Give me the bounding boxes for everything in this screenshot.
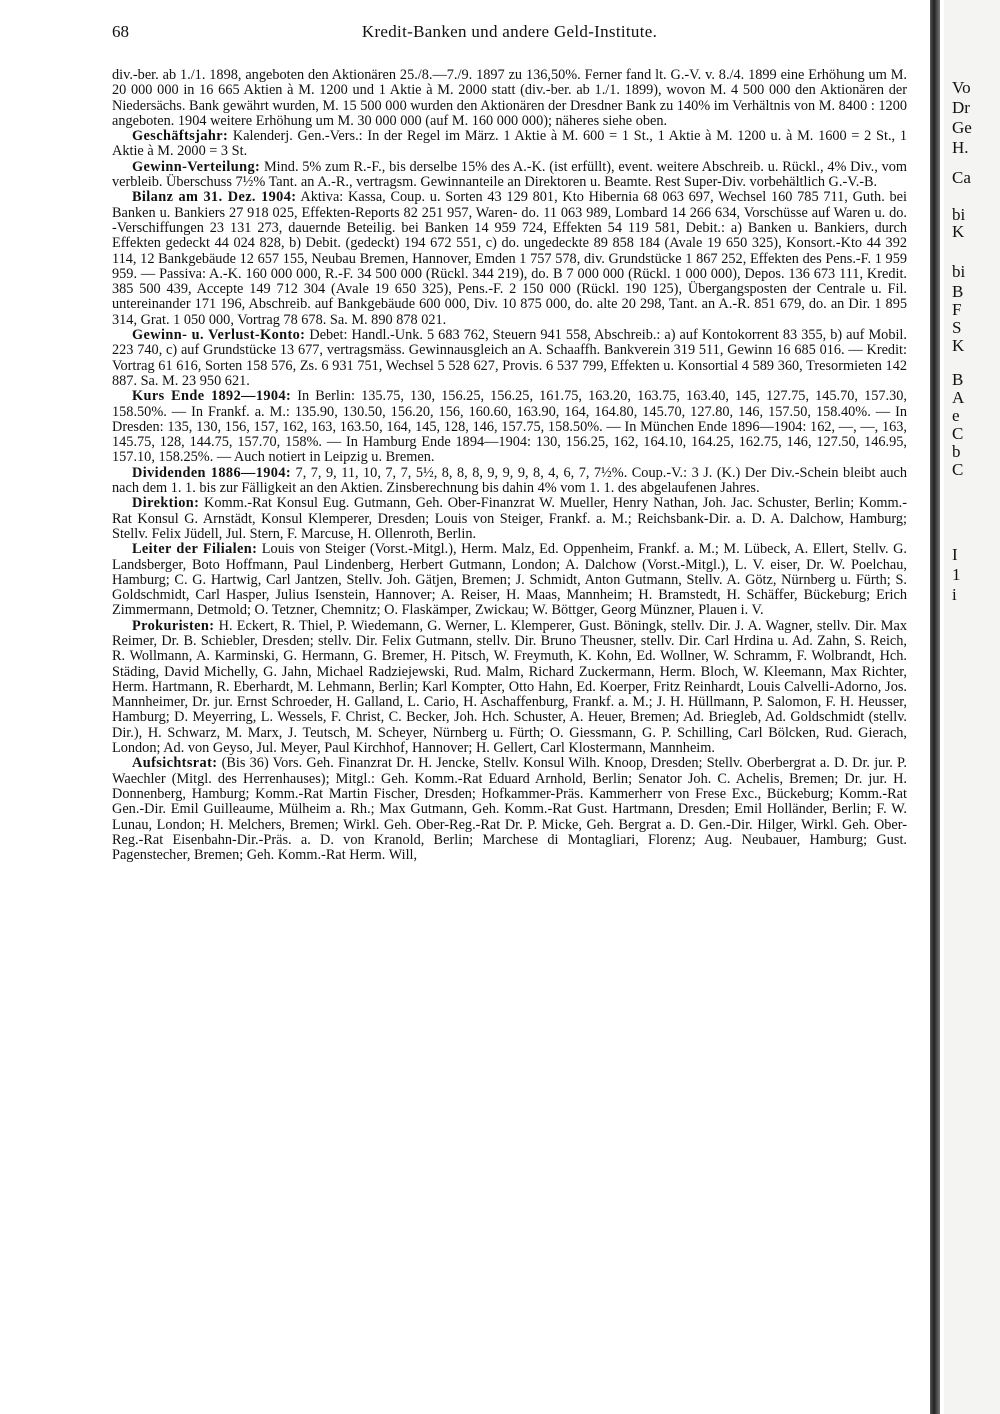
paragraph-label: Dividenden 1886—1904: <box>132 464 292 481</box>
edge-fragment: Vo <box>952 78 971 97</box>
paragraph-balance-sheet <box>112 190 907 328</box>
edge-fragment: B <box>952 370 964 389</box>
page-header <box>112 22 907 46</box>
edge-fragment: F <box>952 300 962 319</box>
paragraph-label: Aufsichtsrat: <box>132 755 218 772</box>
edge-fragment: C <box>952 460 964 479</box>
book-gutter <box>930 0 940 1414</box>
edge-fragment: bi <box>952 205 966 224</box>
paragraph-fiscal-year <box>112 129 907 160</box>
edge-fragment: Dr <box>952 98 970 117</box>
paragraph-profit-loss <box>112 328 907 389</box>
edge-fragment: 1 <box>952 565 961 584</box>
paragraph-branch-managers <box>112 542 907 618</box>
paragraph-label: Leiter der Filialen: <box>132 541 258 558</box>
paragraph-authorized-signatories <box>112 619 907 757</box>
paragraph-text: Aktiva: Kassa, Coup. u. Sorten 43 129 801, Kto Hibernia 68 063 697, Wechsel 160 785 711, Guth. bei Banken u. Bankiers 27 918 025, Effekten-Reports 82 251 957, Waren- do. 11 063 989, Lombard 14 266 634, Vorschüsse auf Waren u. do. -Verschiffungen 23 131 273, dauernde Beteilig. bei Banken 14 959 724, Effekten 54 119 581, Debit.: a) Banken u. Bankiers, durch Effekten gedeckt 44 024 828, b) Debit. (gedeckt) 194 672 551, c) do. ungedeckte 89 858 184 (Avale 19 650 325), Konsort.-Kto 44 392 114, 12 Bankgebäude 12 657 155, Neubau Bremen, Hannover, Emden 1 757 578, div. Grundstücke 1 867 252, Effekten des Pens.-F. 1 959 959. — Passiva: A.-K. 160 000 000, R.-F. 34 500 000 (Rückl. 344 219), do. B 7 000 000 (Rückl. 1 000 000), Depos. 136 673 111, Kredit. 385 500 439, Accepte 149 712 304 (Avale 19 650 325), Pens.-F. 2 150 000 (Rückl. 190 125), Übergangsposten der Centrale u. Fil. untereinander 171 196, Abschreib. auf Bankgebäude 600 000, Div. 10 875 000, do. alte 20 298, Tant. an A.-R. 851 679, do. an Dir. 1 895 314, Grat. 1 050 000, Vortrag 78 678. Sa. M. 890 878 021. <box>112 189 907 328</box>
edge-fragment: H. <box>952 138 969 157</box>
edge-fragment: K <box>952 336 965 355</box>
paragraph-label: Prokuristen: <box>132 617 215 634</box>
paragraph-label: Kurs Ende 1892—1904: <box>132 388 292 405</box>
paragraph-text: Louis von Steiger (Vorst.-Mitgl.), Herm. Malz, Ed. Oppenheim, Frankf. a. M.; M. Lübeck, A. Ellert, Stellv. G. Landsberger, Boto Hoffmann, Paul Lindenberg, Herbert Gutmann, London; A. Dalchow (Vorst.-Mitgl.), L. V. eiser, Dr. W. Poelchau, Hamburg; C. G. Hartwig, Carl Jantzen, Stellv. Joh. Gätjen, Bremen; J. Schmidt, Anton Gutmann, Stellv. A. Götz, Nürnberg u. Fürth; S. Goldschmidt, Carl Hasper, Julius Isenstein, Hannover; A. Reiser, H. Maas, Mannheim; H. Bramstedt, H. Schäffer, Bückeburg; Erich Zimmermann, Detmold; O. Tetzner, Chemnitz; O. Flaskämper, Zwickau; W. Böttger, Georg Münzner, Plauen i. V. <box>112 541 907 619</box>
paragraph-text: Komm.-Rat Konsul Eug. Gutmann, Geh. Ober-Finanzrat W. Mueller, Henry Nathan, Joh. Jac. Schuster, Berlin; Komm.-Rat Konsul G. Arnstädt, Konsul Klemperer, Dresden; Louis von Steiger, Frankf. a. M.; Reichsbank-Dir. a. D. A. Dalchow, Hamburg; Stellv. Felix Jüdell, Jul. Stern, F. Marcuse, H. Ollenroth, Berlin. <box>112 495 907 542</box>
paragraph-label: Bilanz am 31. Dez. 1904: <box>132 189 297 206</box>
paragraph-text: (Bis 36) Vors. Geh. Finanzrat Dr. H. Jencke, Stellv. Konsul Wilh. Knoop, Dresden; Stellv. Oberbergrat a. D. Dr. jur. P. Waechler (Mitgl. des Herrenhauses); Mitgl.: Geh. Komm.-Rat Eduard Arnhold, Berlin; Senator Joh. C. Achelis, Bremen; Dr. jur. H. Donnenberg, Hamburg; Komm.-Rat Martin Fischer, Dresden; Hofkammer-Präs. Kammerherr von Frese Exc., Bückeburg; Komm.-Rat Gen.-Dir. Emil Guilleaume, Mülheim a. Rh.; Max Gutmann, Geh. Komm.-Rat Gust. Hartmann, Dresden; Emil Holländer, Berlin; F. W. Lunau, London; H. Melchers, Bremen; Wirkl. Geh. Ober-Reg.-Rat Dr. P. Micke, Geh. Bergrat a. D. Gen.-Dir. Hilger, Wirkl. Geh. Ober-Reg.-Rat Eisenbahn-Dir.-Präs. a. D. von Kranold, Berlin; Marchese di Montagliari, Florenz; Aug. Neubauer, Hamburg; Gust. Pagenstecher, Bremen; Geh. Komm.-Rat Herm. Will, <box>112 755 907 864</box>
edge-fragment: Ca <box>952 168 971 187</box>
edge-fragment: I <box>952 545 958 564</box>
paragraph-label: Geschäftsjahr: <box>132 128 229 145</box>
paragraph-capital-history <box>112 68 907 129</box>
paragraph-text: Mind. 5% zum R.-F., bis derselbe 15% des A.-K. (ist erfüllt), event. weitere Abschreib. u. Rückl., 4% Div., vom verbleib. Überschuss 7½% Tant. an A.-R., vertragsm. Gewinnanteile an Direktoren u. Beamte. Rest Super-Div. vorbehältlich G.-V.-B. <box>112 158 907 191</box>
running-title: Kredit-Banken und andere Geld-Institute. <box>361 22 658 41</box>
paragraph-directors <box>112 496 907 542</box>
paragraph-text: In Berlin: 135.75, 130, 156.25, 156.25, 161.75, 163.20, 163.75, 163.40, 145, 127.75, 145.70, 157.30, 158.50%. — In Frankf. a. M.: 135.90, 130.50, 156.20, 156, 160.60, 163.90, 164, 164.80, 145.70, 127.80, 146, 157.50, 158.40%. — In Dresden: 135, 130, 156, 157, 162, 163, 163.50, 164, 145, 128, 146, 157.75, 158.50%. — In München Ende 1896—1904: 162, —, —, 163, 145.75, 128, 144.75, 157.70, 158%. — In Hamburg Ende 1894—1904: 130, 156.25, 162, 164.10, 164.25, 162.75, 146, 127.50, 146.95, 157.10, 158.25%. — Auch notiert in Leipzig u. Bremen. <box>112 388 907 466</box>
paragraph-label: Gewinn-Verteilung: <box>132 158 261 175</box>
edge-fragment: Ge <box>952 118 972 137</box>
paragraph-text: Debet: Handl.-Unk. 5 683 762, Steuern 941 558, Abschreib.: a) auf Kontokorrent 83 355, b) auf Mobil. 223 740, c) auf Grundstücke 13 677, vertragsmäss. Gewinnausgleich an A. Schaaffh. Bankverein 319 511, Gewinn 16 685 016. — Kredit: Vortrag 61 616, Sorten 158 576, Zs. 6 931 751, Wechsel 5 528 627, Provis. 6 537 799, Effekten u. Konsortial 4 589 360, Tresormieten 142 887. Sa. M. 23 950 621. <box>112 327 907 389</box>
page-number: 68 <box>112 22 129 41</box>
paragraph-text: H. Eckert, R. Thiel, P. Wiedemann, G. Werner, L. Klemperer, Gust. Böningk, stellv. Dir. J. A. Wagner, stellv. Dir. Max Reimer, Dr. B. Schiebler, Dresden; stellv. Dir. Felix Gutmann, stellv. Dir. Bruno Theusner, stellv. Dir. Carl Hrdina u. Ad. Zahn, S. Reich, R. Wollmann, A. Karminski, G. Hermann, G. Bremer, H. Pitsch, W. Freymuth, K. Kohn, Ed. Wollner, W. Schramm, F. Wolbrandt, Hch. Städing, David Michelly, G. Jahn, Michael Radziejewski, Rud. Malm, Richard Zuckermann, Herm. Bloch, W. Kleemann, Max Richter, Herm. Hartmann, R. Eberhardt, M. Lehmann, Berlin; Karl Kompter, Otto Hahn, Ed. Koerper, Fritz Reinhardt, Louis Calvelli-Adorno, Jos. Mannheimer, Dr. jur. Ernst Schroeder, H. Galland, L. Cario, H. Aschaffenburg, Frankf. a. M.; J. H. Hüllmann, P. Salomon, F. H. Heusser, Hamburg; D. Meyerring, L. Wessels, F. Christ, C. Becker, Joh. Hch. Schuster, A. Heuer, Bremen; Ad. Briegleb, Ad. Goldschmidt (stellv. Dir.), H. Schwarz, M. Marx, J. Teutsch, M. Scheyer, Nürnberg u. Fürth; O. Giessmann, G. P. Schilling, Carl Bölcken, Rud. Gierach, London; Ad. von Geyso, Jul. Meyer, Paul Kirchhof, Hannover; H. Gellert, Carl Klostermann, Mannheim. <box>112 617 907 757</box>
edge-fragment: b <box>952 442 961 461</box>
paragraph-text: div.-ber. ab 1./1. 1898, angeboten den Aktionären 25./8.—7./9. 1897 zu 136,50%. Ferner fand lt. G.-V. v. 8./4. 1899 eine Erhöhung um M. 20 000 000 in 16 665 Aktien à M. 1200 und 1 Aktie à M. 2000 statt (div.-ber. ab 1./1. 1899), wovon M. 4 500 000 den Aktionären der Niedersächs. Bank gewährt wurden, M. 15 500 000 wurden den Aktionären der Dresdner Bank zu 140% im Verhältnis von M. 8400 : 1200 angeboten. 1904 weitere Erhöhung um M. 30 000 000 (auf M. 160 000 000); näheres siehe oben. <box>112 67 907 129</box>
edge-fragment: C <box>952 424 964 443</box>
adjacent-page-edge <box>944 0 1000 1414</box>
paragraph-label: Direktion: <box>132 495 200 512</box>
paragraph-text: Kalenderj. Gen.-Vers.: In der Regel im März. 1 Aktie à M. 600 = 1 St., 1 Aktie à M. 1200 u. à M. 1600 = 2 St., 1 Aktie à M. 2000 = 3 St. <box>112 128 907 160</box>
edge-fragment: K <box>952 222 965 241</box>
edge-fragment: i <box>952 585 957 604</box>
edge-fragment: S <box>952 318 962 337</box>
edge-fragment: bi <box>952 262 966 281</box>
paragraph-text: 7, 7, 9, 11, 10, 7, 7, 5½, 8, 8, 8, 9, 9, 9, 8, 4, 6, 7, 7½%. Coup.-V.: 3 J. (K.) Der Div.-Schein bleibt auch nach dem 1. 1. bis zur Fälligkeit an den Aktien. Zinsberechnung bis dahin 4% vom 1. 1. des abgelaufenen Jahres. <box>112 464 907 497</box>
paragraph-profit-distribution <box>112 160 907 191</box>
paragraph-share-prices <box>112 389 907 465</box>
body-text <box>112 68 907 863</box>
paragraph-label: Gewinn- u. Verlust-Konto: <box>132 327 306 344</box>
edge-fragment: B <box>952 282 964 301</box>
edge-fragment: e <box>952 406 960 425</box>
paragraph-supervisory-board <box>112 756 907 863</box>
paragraph-dividends <box>112 466 907 497</box>
edge-fragment: A <box>952 388 965 407</box>
